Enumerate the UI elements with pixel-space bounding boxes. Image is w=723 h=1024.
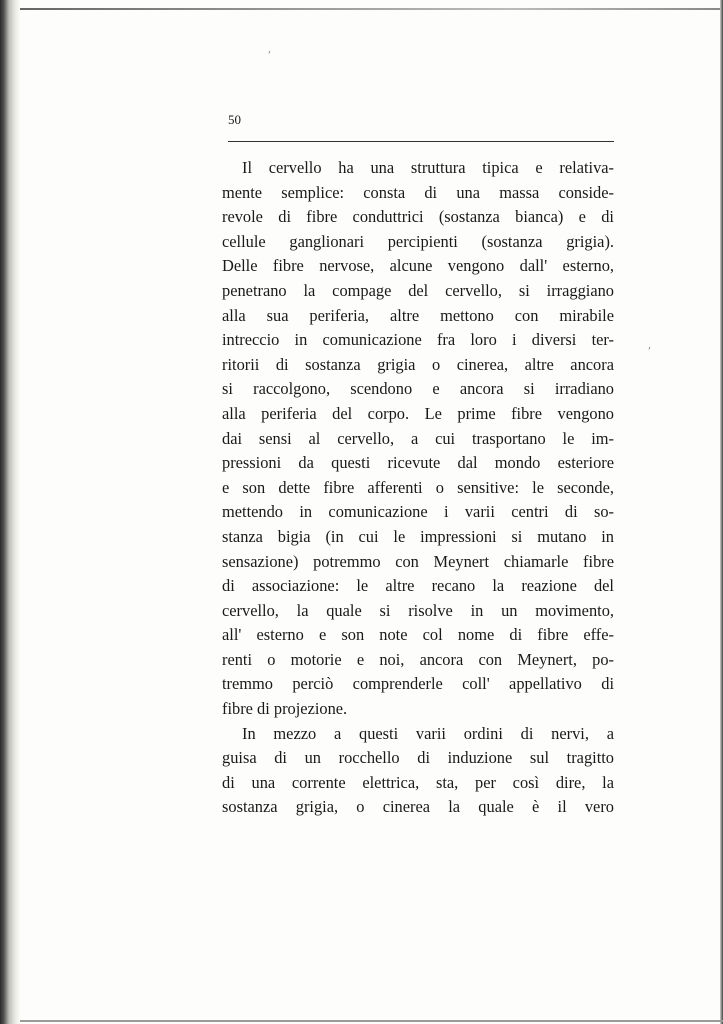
text-line: e son dette fibre afferenti o sensitive: le seconde, bbox=[222, 477, 614, 497]
text-line: cellule ganglionari percipienti (sostanza grigia). bbox=[222, 231, 614, 251]
text-line: di una corrente elettrica, sta, per così dire, la bbox=[222, 772, 614, 792]
text-line: stanza bigia (in cui le impressioni si mutano in bbox=[222, 526, 614, 546]
text-line: fibre di projezione. bbox=[222, 699, 348, 719]
text-line: alla periferia del corpo. Le prime fibre vengono bbox=[222, 403, 614, 423]
ink-speck: , bbox=[268, 44, 272, 55]
text-line: renti o motorie e noi, ancora con Meynert, po- bbox=[222, 649, 614, 669]
text-line: penetrano la compage del cervello, si irraggiano bbox=[222, 280, 614, 300]
paragraph-1 bbox=[222, 156, 614, 722]
text-line: cervello, la quale si risolve in un movimento, bbox=[222, 600, 614, 620]
text-line: all' esterno e son note col nome di fibre effe- bbox=[222, 625, 614, 645]
body-text bbox=[222, 156, 614, 820]
ink-speck: , bbox=[648, 340, 652, 351]
text-line: dai sensi al cervello, a cui trasportano le im- bbox=[222, 428, 614, 448]
text-line: intreccio in comunicazione fra loro i diversi ter- bbox=[222, 330, 614, 350]
text-line: di associazione: le altre recano la reazione del bbox=[222, 576, 614, 596]
text-line: si raccolgono, scendono e ancora si irradiano bbox=[222, 379, 614, 399]
page-top-edge bbox=[20, 8, 723, 10]
paragraph-2 bbox=[222, 722, 614, 820]
text-line: In mezzo a questi varii ordini di nervi, a bbox=[242, 723, 614, 743]
text-line: Delle fibre nervose, alcune vengono dall' esterno, bbox=[222, 256, 614, 276]
text-line: tremmo perciò comprenderle coll' appellativo di bbox=[222, 674, 614, 694]
page-number: 50 bbox=[228, 112, 241, 127]
text-line: revole di fibre conduttrici (sostanza bianca) e di bbox=[222, 207, 614, 227]
page-bottom-edge bbox=[20, 1020, 723, 1022]
text-line: pressioni da questi ricevute dal mondo esteriore bbox=[222, 453, 614, 473]
text-line: mettendo in comunicazione i varii centri di so- bbox=[222, 502, 614, 522]
text-line: sensazione) potremmo con Meynert chiamarle fibre bbox=[222, 551, 614, 571]
text-line: sostanza grigia, o cinerea la quale è il vero bbox=[222, 797, 614, 817]
text-line: guisa di un rocchello di induzione sul tragitto bbox=[222, 748, 614, 768]
text-line: ritorii di sostanza grigia o cinerea, altre ancora bbox=[222, 354, 614, 374]
text-line: alla sua periferia, altre mettono con mirabile bbox=[222, 305, 614, 325]
text-line: mente semplice: consta di una massa conside- bbox=[222, 182, 614, 202]
header-rule bbox=[228, 141, 614, 142]
binding-shadow bbox=[0, 0, 20, 1024]
text-line: Il cervello ha una struttura tipica e relativa- bbox=[242, 158, 614, 177]
